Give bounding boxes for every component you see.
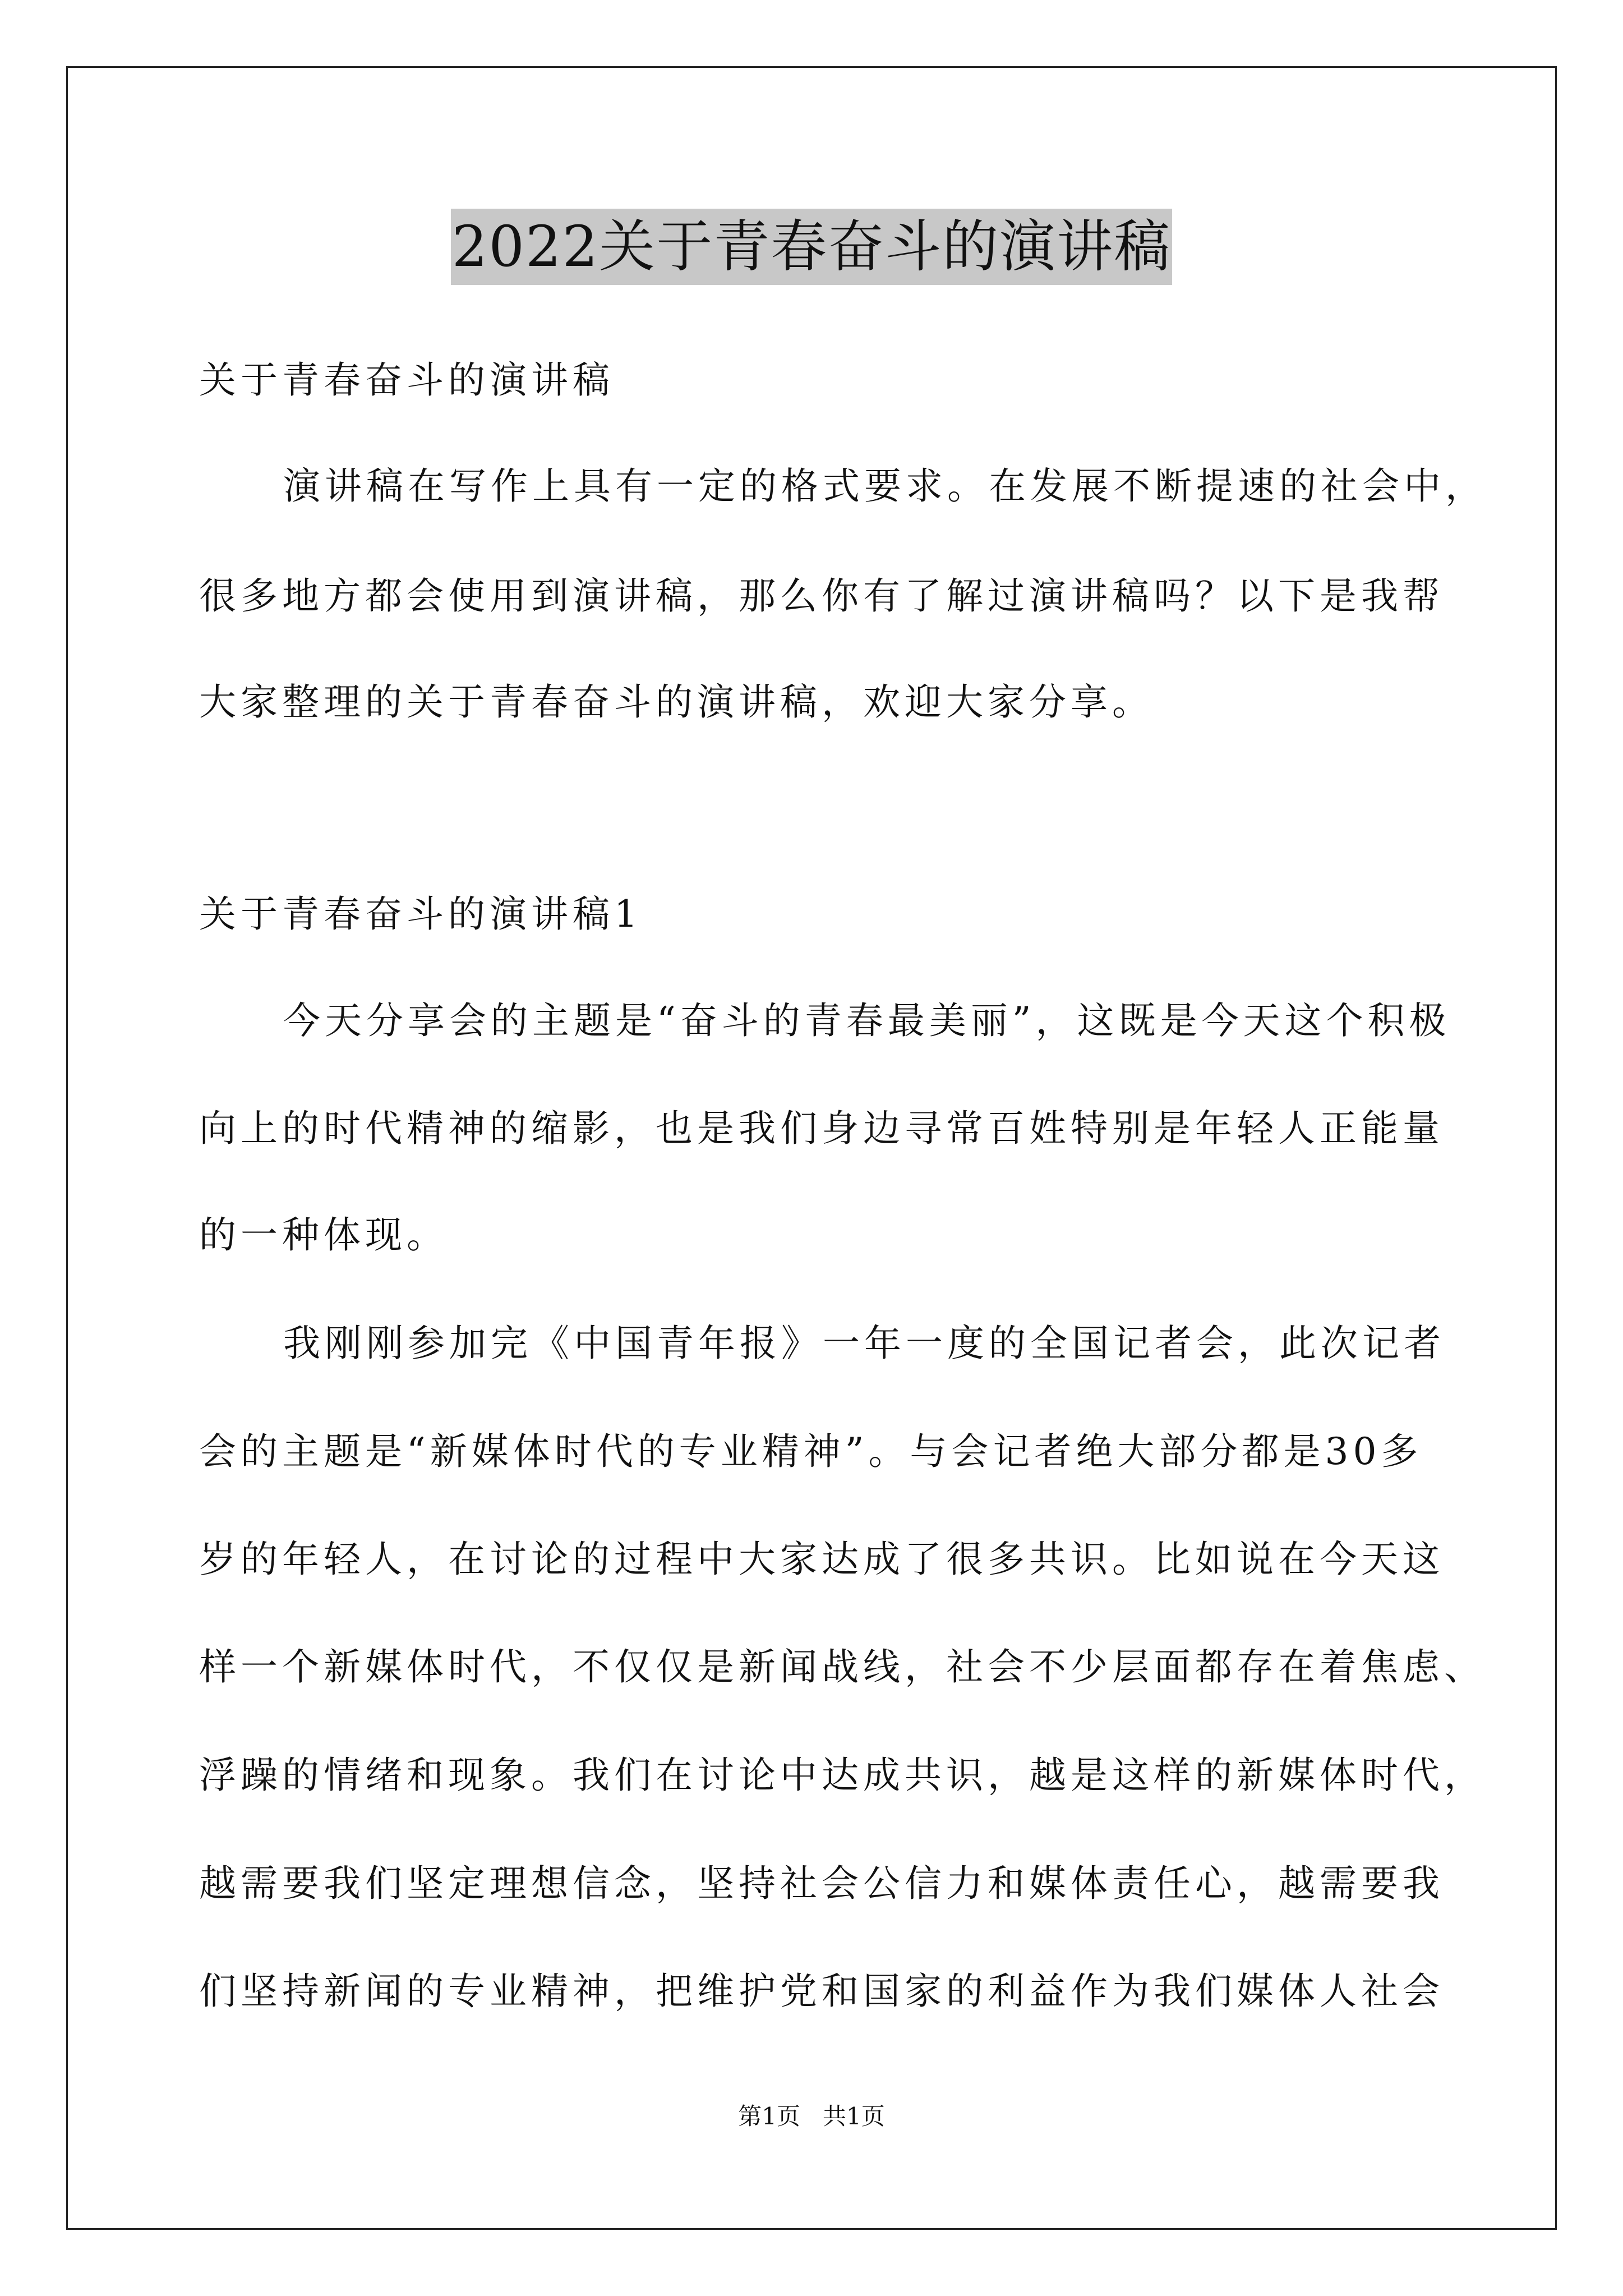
- body-line: 越需要我们坚定理想信念，坚持社会公信力和媒体责任心，越需要我: [199, 1862, 1444, 1905]
- body-line: 我刚刚参加完《中国青年报》一年一度的全国记者会，此次记者: [283, 1322, 1445, 1365]
- body-line: 今天分享会的主题是“奋斗的青春最美丽”，这既是今天这个积极: [283, 999, 1451, 1042]
- section-heading: 关于青春奋斗的演讲稿: [199, 358, 614, 402]
- page-footer: 第1页 共1页: [738, 2102, 885, 2130]
- body-line: 的一种体现。: [199, 1213, 448, 1257]
- intro-line: 大家整理的关于青春奋斗的演讲稿，欢迎大家分享。: [199, 680, 1154, 724]
- document-title: 2022关于青春奋斗的演讲稿: [451, 209, 1173, 285]
- body-line: 岁的年轻人，在讨论的过程中大家达成了很多共识。比如说在今天这: [199, 1538, 1444, 1581]
- section-heading: 关于青春奋斗的演讲稿1: [199, 892, 642, 936]
- body-line: 向上的时代精神的缩影，也是我们身边寻常百姓特别是年轻人正能量: [199, 1107, 1444, 1150]
- body-line: 样一个新媒体时代，不仅仅是新闻战线，社会不少层面都存在着焦虑、: [199, 1645, 1486, 1688]
- intro-line: 很多地方都会使用到演讲稿，那么你有了解过演讲稿吗？以下是我帮: [199, 574, 1444, 618]
- body-line: 浮躁的情绪和现象。我们在讨论中达成共识，越是这样的新媒体时代，: [199, 1754, 1486, 1797]
- body-line: 会的主题是“新媒体时代的专业精神”。与会记者绝大部分都是30多: [199, 1430, 1423, 1473]
- title-container: [0, 209, 1623, 285]
- body-line: 们坚持新闻的专业精神，把维护党和国家的利益作为我们媒体人社会: [199, 1970, 1444, 2013]
- intro-line: 演讲稿在写作上具有一定的格式要求。在发展不断提速的社会中，: [283, 464, 1487, 508]
